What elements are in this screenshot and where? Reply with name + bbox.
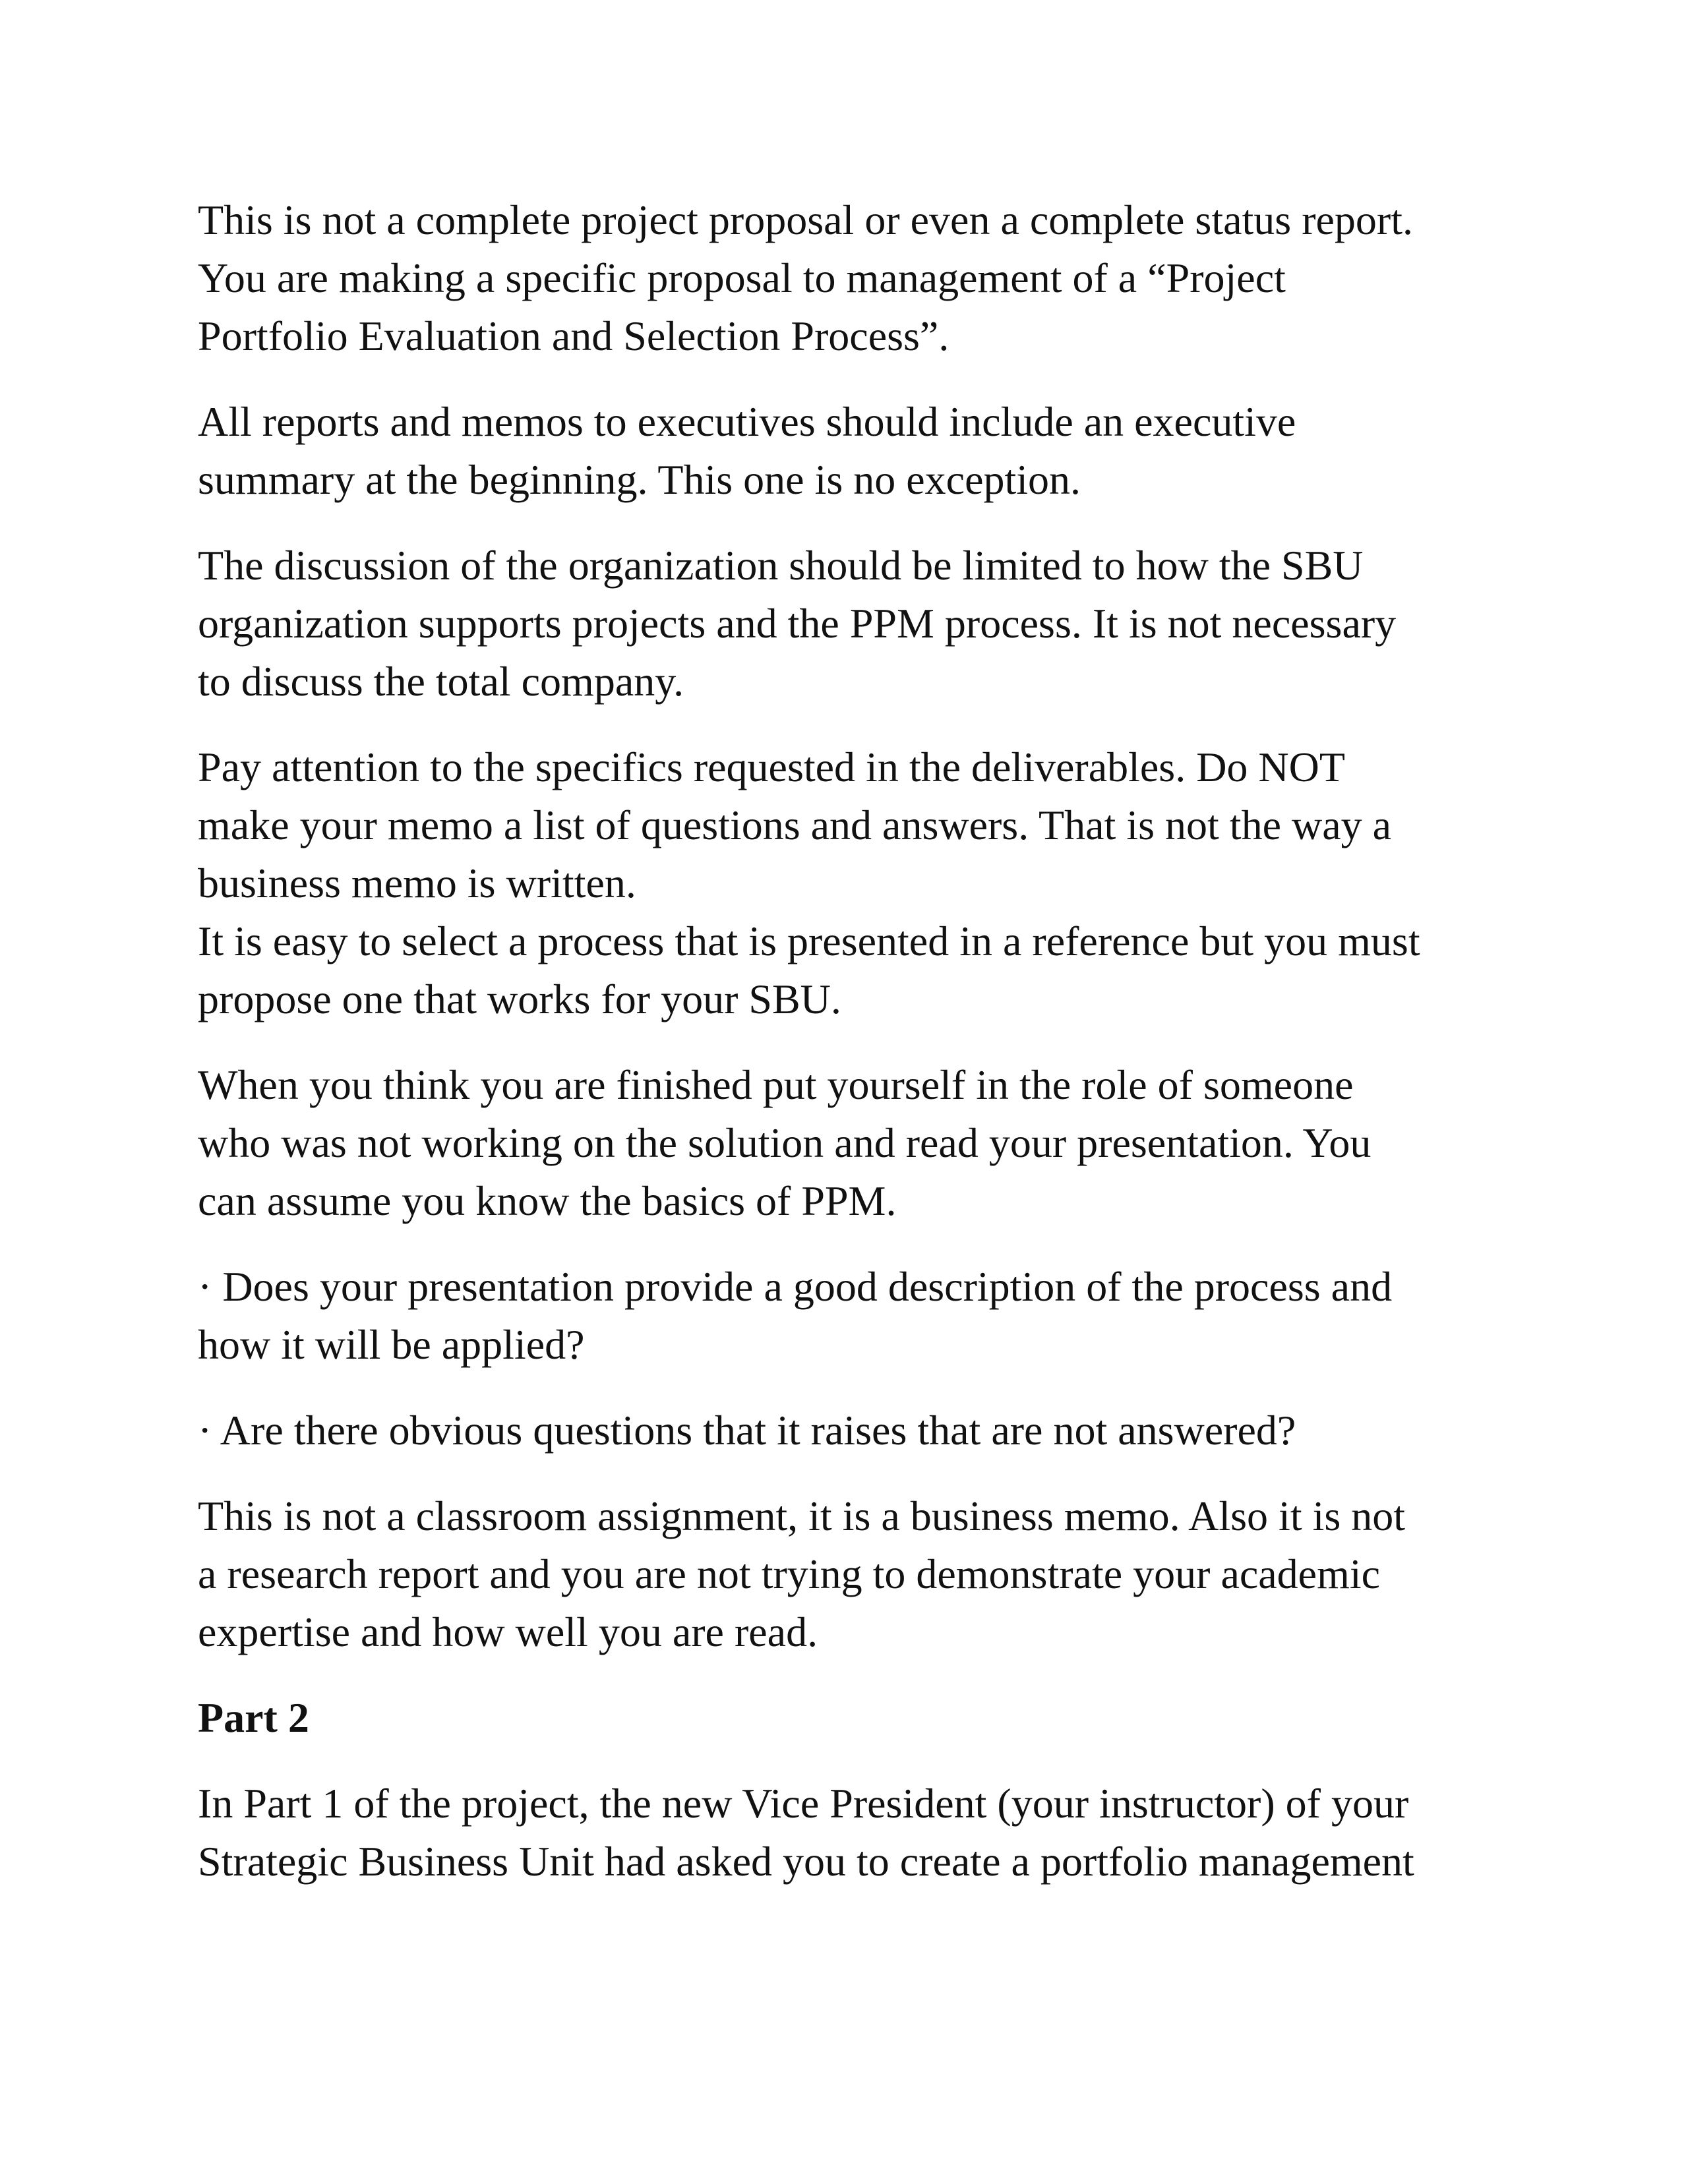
text-line: This is not a complete project proposal or even a complete status report. xyxy=(198,196,1413,243)
paragraph-organization xyxy=(198,537,1517,711)
text-line: how it will be applied? xyxy=(198,1321,585,1368)
text-line: · Does your presentation provide a good description of the process and xyxy=(198,1263,1393,1310)
text-line: can assume you know the basics of PPM. xyxy=(198,1177,897,1224)
text-line: In Part 1 of the project, the new Vice President (your instructor) of your xyxy=(198,1780,1409,1827)
text-line: to discuss the total company. xyxy=(198,658,684,705)
paragraph-deliverables xyxy=(198,738,1517,912)
paragraph-business-memo xyxy=(198,1487,1517,1661)
text-line: summary at the beginning. This one is no exception. xyxy=(198,456,1081,503)
heading-text: Part 2 xyxy=(198,1694,309,1741)
text-line: This is not a classroom assignment, it is a business memo. Also it is not xyxy=(198,1492,1406,1539)
text-line: · Are there obvious questions that it raises that are not answered? xyxy=(198,1407,1296,1454)
text-line: Strategic Business Unit had asked you to create a portfolio management xyxy=(198,1838,1414,1885)
text-line: make your memo a list of questions and answers. That is not the way a xyxy=(198,802,1391,848)
text-line: It is easy to select a process that is presented in a reference but you must xyxy=(198,918,1420,964)
paragraph-review xyxy=(198,1056,1517,1230)
text-line: The discussion of the organization should be limited to how the SBU xyxy=(198,542,1364,589)
text-line: who was not working on the solution and read your presentation. You xyxy=(198,1119,1372,1166)
text-line: a research report and you are not trying to demonstrate your academic xyxy=(198,1550,1381,1597)
text-line: When you think you are finished put yourself in the role of someone xyxy=(198,1061,1354,1108)
text-line: expertise and how well you are read. xyxy=(198,1608,818,1655)
text-line: All reports and memos to executives should include an executive xyxy=(198,398,1296,445)
text-line: You are making a specific proposal to management of a “Project xyxy=(198,254,1286,301)
text-line: Portfolio Evaluation and Selection Process”. xyxy=(198,312,950,359)
paragraph-executive-summary xyxy=(198,393,1517,509)
bullet-item-questions xyxy=(198,1402,1517,1460)
paragraph-process-selection xyxy=(198,912,1517,1028)
text-line: business memo is written. xyxy=(198,860,636,906)
paragraph-part-two xyxy=(198,1775,1517,1891)
paragraph-intro xyxy=(198,191,1517,365)
section-heading xyxy=(198,1689,1517,1747)
bullet-item-description xyxy=(198,1258,1517,1374)
document-page xyxy=(198,191,1517,1918)
text-line: propose one that works for your SBU. xyxy=(198,976,841,1022)
text-line: organization supports projects and the PPM process. It is not necessary xyxy=(198,600,1397,647)
text-line: Pay attention to the specifics requested in the deliverables. Do NOT xyxy=(198,744,1345,790)
